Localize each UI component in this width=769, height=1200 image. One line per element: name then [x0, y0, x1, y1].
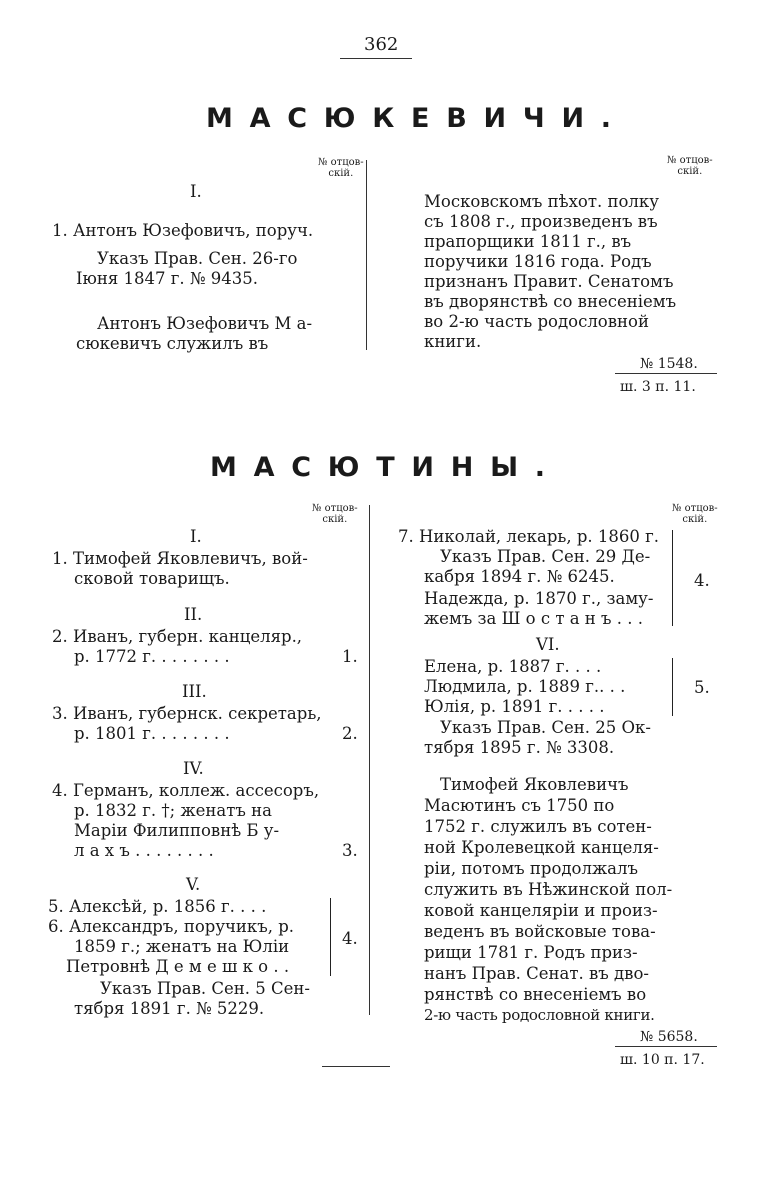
s1-bio-right-line: въ дворянствѣ со внесеніемъ [424, 292, 677, 311]
s2-generation-5-father-number: 4. [342, 929, 358, 948]
s2-entry-7-line2: Указъ Прав. Сен. 29 Де- [440, 547, 651, 566]
s2-ukaz-6-line1: Указъ Прав. Сен. 25 Ок- [440, 718, 651, 737]
s1-column-divider [366, 160, 367, 350]
s2-entry-3-line2: р. 1801 г. . . . . . . . [74, 724, 230, 743]
s2-bio-line: рищи 1781 г. Родъ приз- [424, 943, 638, 962]
s1-ukaz-line1: Указъ Прав. Сен. 26-го [97, 249, 298, 268]
s2-entry-4-line3: Маріи Филипповнѣ Б у- [74, 821, 280, 840]
s2-entry-4-line2: р. 1832 г. †; женатъ на [74, 801, 272, 820]
s2-entry-4-line4: л а х ъ . . . . . . . . [74, 841, 214, 860]
s2-bio-line: ной Кролевецкой канцеля- [424, 838, 659, 857]
s2-roman-5: V. [186, 875, 201, 894]
s2-entry-7-line1: 7. Николай, лекарь, р. 1860 г. [398, 527, 660, 546]
footer-rule [322, 1066, 390, 1067]
s2-shelf-ref: ш. 10 п. 17. [620, 1052, 705, 1068]
s2-bio-line: ріи, потомъ продолжалъ [424, 859, 638, 878]
s2-entry-4-line1: 4. Германъ, коллеж. ассесоръ, [52, 781, 320, 800]
s1-bio-right-line: Московскомъ пѣхот. полку [424, 192, 659, 211]
s1-bio-right-line: поручики 1816 года. Родъ [424, 252, 652, 271]
s2-bio-line: Масютинъ съ 1750 по [424, 796, 615, 815]
s2-entry-7-line4: Надежда, р. 1870 г., заму- [424, 589, 654, 608]
s2-vi-child-3: Юлія, р. 1891 г. . . . . [424, 697, 605, 716]
s2-column-divider [369, 505, 370, 1015]
s2-entry-3-father-number: 2. [342, 724, 358, 743]
s1-bio-right-line: признанъ Правит. Сенатомъ [424, 272, 674, 291]
s2-roman-6: VI. [536, 635, 560, 654]
s2-generation-6-father-number: 5. [694, 678, 710, 697]
s2-column-header: № отцов- скій. [312, 503, 358, 525]
s2-entry-1-line2: сковой товарищъ. [74, 569, 230, 588]
s1-column-header-right: № отцов- скій. [667, 155, 713, 177]
s2-roman-3: III. [182, 682, 207, 701]
s2-entry-7-bracket [662, 530, 673, 626]
s2-bio-line: нанъ Прав. Сенат. въ дво- [424, 964, 649, 983]
s1-column-header: № отцов- скій. [318, 157, 364, 179]
s1-bio-right-line: съ 1808 г., произведенъ въ [424, 212, 658, 231]
s2-roman-2: II. [184, 605, 203, 624]
s2-entry-7-father-number: 4. [694, 571, 710, 590]
s1-number-rule [615, 373, 717, 374]
s2-generation-5-bracket [320, 898, 331, 976]
s2-ukaz-6-line2: тября 1895 г. № 3308. [424, 738, 615, 757]
s1-bio-right-line: прапорщики 1811 г., въ [424, 232, 632, 251]
s1-bio-left-line2: сюкевичъ служилъ въ [76, 334, 269, 353]
s2-ukaz-5-line1: Указъ Прав. Сен. 5 Сен- [100, 979, 310, 998]
section1-title: МАСЮКЕВИЧИ. [206, 103, 628, 134]
s2-roman-4: IV. [183, 759, 204, 778]
s2-entry-7-line3: кабря 1894 г. № 6245. [424, 567, 615, 586]
s2-entry-2-line1: 2. Иванъ, губерн. канцеляр., [52, 627, 303, 646]
s1-entry-1: 1. Антонъ Юзефовичъ, поруч. [52, 221, 314, 240]
s2-column-header-right: № отцов- скій. [672, 503, 718, 525]
s2-bio-line: рянствѣ со внесеніемъ во [424, 985, 647, 1004]
page-number: 362 [364, 34, 399, 55]
s2-generation-6-bracket [662, 658, 673, 716]
s1-shelf-ref: ш. 3 п. 11. [620, 379, 696, 395]
s1-bio-left-line1: Антонъ Юзефовичъ М а- [97, 314, 313, 333]
s2-entry-1-line1: 1. Тимофей Яковлевичъ, вой- [52, 549, 308, 568]
s2-bio-line: служить въ Нѣжинской пол- [424, 880, 673, 899]
s2-entry-5: 5. Алексѣй, р. 1856 г. . . . [48, 897, 267, 916]
s2-entry-4-father-number: 3. [342, 841, 358, 860]
s2-record-number: № 5658. [640, 1029, 698, 1045]
s2-entry-6-line2: 1859 г.; женатъ на Юліи [74, 937, 290, 956]
s1-bio-right-line: во 2-ю часть родословной [424, 312, 649, 331]
s2-bio-line: 2-ю часть родословной книги. [424, 1006, 655, 1024]
s2-bio-line: ковой канцеляріи и произ- [424, 901, 658, 920]
s1-bio-right-line: книги. [424, 332, 482, 351]
s1-record-number: № 1548. [640, 356, 698, 372]
s2-entry-6-line3: Петровнѣ Д е м е ш к о . . [66, 957, 290, 976]
s2-entry-2-father-number: 1. [342, 647, 358, 666]
s2-entry-6-line1: 6. Александръ, поручикъ, р. [48, 917, 295, 936]
s1-ukaz-line2: Іюня 1847 г. № 9435. [76, 269, 258, 288]
s2-roman-1: I. [190, 527, 202, 546]
s2-entry-7-line5: жемъ за Ш о с т а н ъ . . . [424, 609, 644, 628]
s2-bio-line: Тимофей Яковлевичъ [440, 775, 629, 794]
header-rule [340, 58, 412, 59]
s2-vi-child-2: Людмила, р. 1889 г.. . . [424, 677, 626, 696]
s2-bio-line: веденъ въ войсковые това- [424, 922, 656, 941]
s2-entry-3-line1: 3. Иванъ, губернск. секретарь, [52, 704, 322, 723]
s2-ukaz-5-line2: тября 1891 г. № 5229. [74, 999, 265, 1018]
s2-bio-line: 1752 г. служилъ въ сотен- [424, 817, 652, 836]
s2-vi-child-1: Елена, р. 1887 г. . . . [424, 657, 602, 676]
s2-entry-2-line2: р. 1772 г. . . . . . . . [74, 647, 230, 666]
s1-roman-1: I. [190, 182, 202, 201]
section2-title: МАСЮТИНЫ. [210, 452, 562, 483]
s2-number-rule [615, 1046, 717, 1047]
